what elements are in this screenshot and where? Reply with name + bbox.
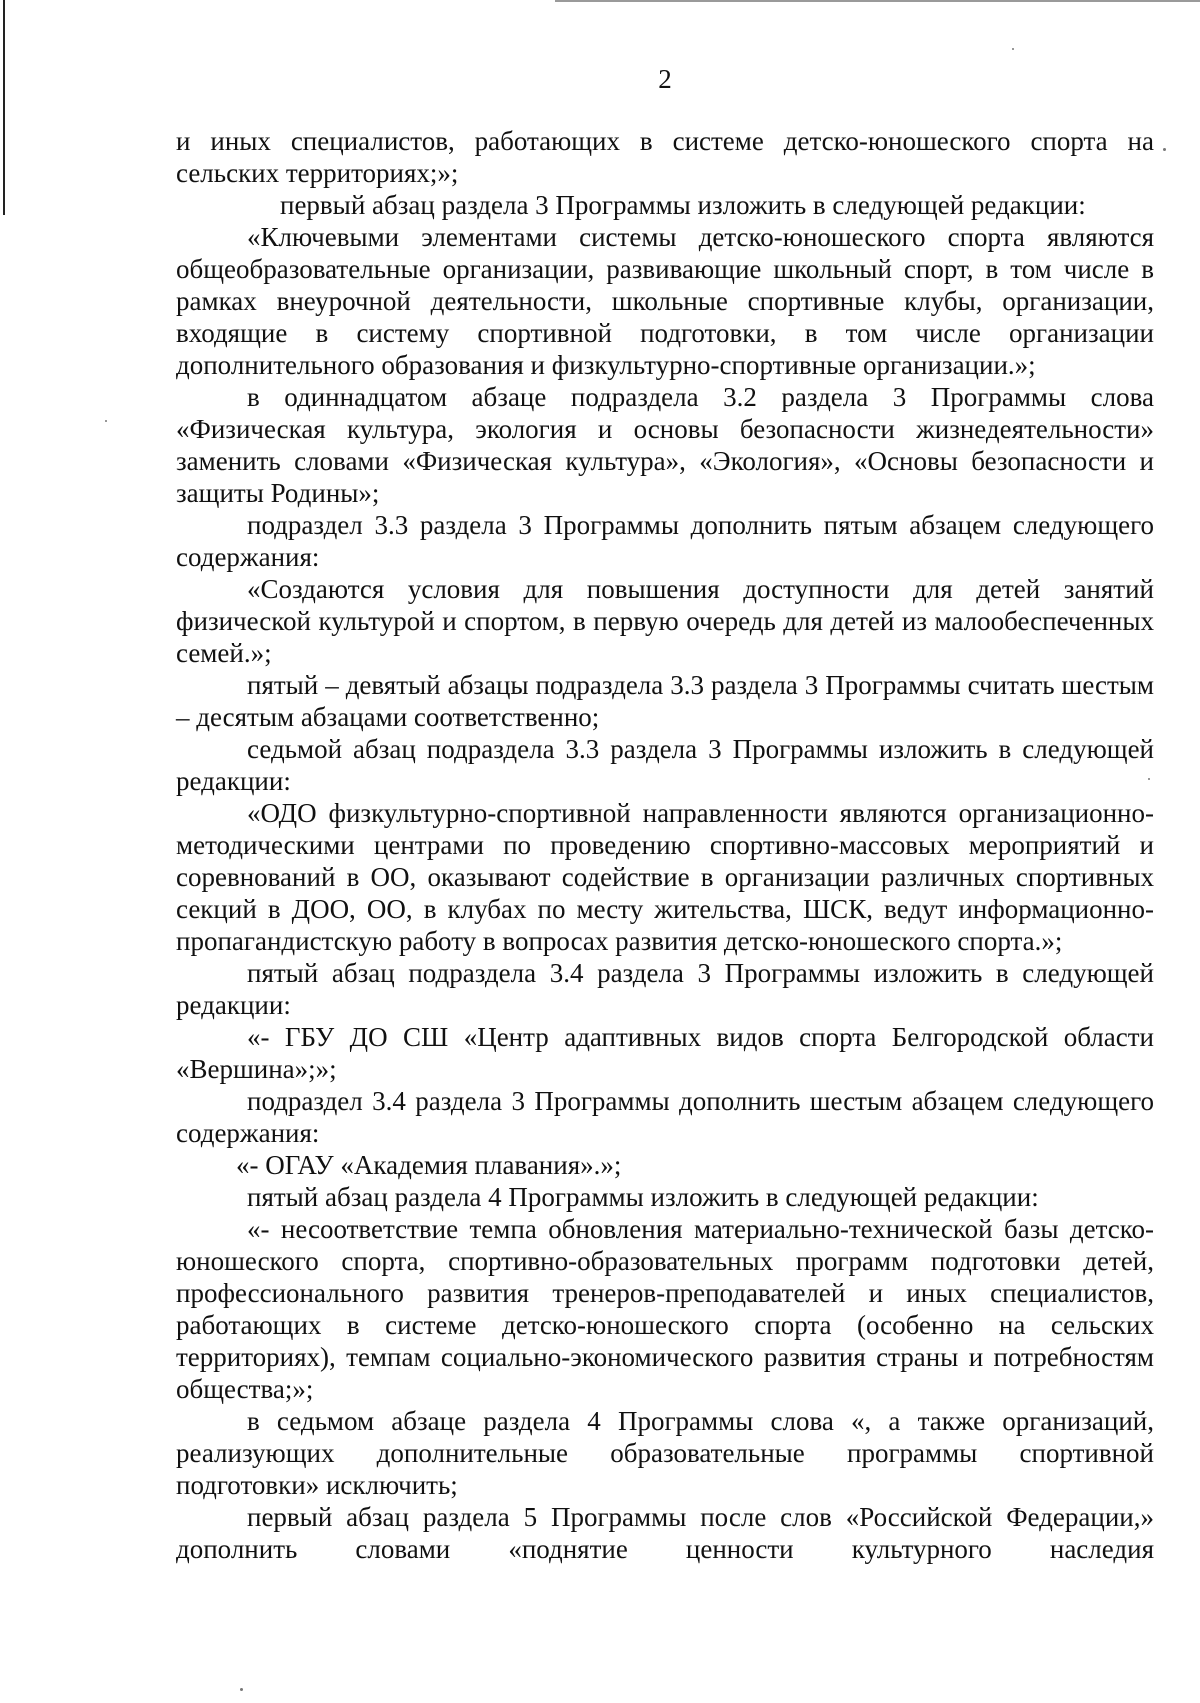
paragraph: «- ГБУ ДО СШ «Центр адаптивных видов спорта Белгородской области «Вершина»;»; [176, 1022, 1154, 1084]
paragraph: пятый абзац раздела 4 Программы изложить в следующей редакции: [247, 1182, 1039, 1212]
paragraph: подраздел 3.3 раздела 3 Программы дополнить пятым абзацем следующего содержания: [176, 510, 1154, 572]
paragraph: в одиннадцатом абзаце подраздела 3.2 раздела 3 Программы слова «Физическая культура, экология и основы безопасности жизнедеятельности» заменить словами «Физическая культура», «Экология», «Основы безопасности и защиты Родины»; [176, 382, 1154, 508]
paragraph: седьмой абзац подраздела 3.3 раздела 3 Программы изложить в следующей редакции: [176, 734, 1154, 796]
scan-top-edge-line [555, 0, 1200, 2]
scan-speck [240, 1688, 243, 1691]
scan-speck [1012, 48, 1014, 50]
paragraph: первый абзац раздела 3 Программы изложить в следующей редакции: [280, 190, 1086, 220]
paragraph: пятый – девятый абзацы подраздела 3.3 раздела 3 Программы считать шестым – десятым абзацами соответственно; [176, 670, 1154, 732]
scan-speck [1163, 148, 1166, 151]
document-body [176, 125, 1154, 1565]
paragraph: подраздел 3.4 раздела 3 Программы дополнить шестым абзацем следующего содержания: [176, 1086, 1154, 1148]
scan-speck [105, 420, 107, 422]
paragraph: пятый абзац подраздела 3.4 раздела 3 Программы изложить в следующей редакции: [176, 958, 1154, 1020]
paragraph: первый абзац раздела 5 Программы после слов «Российской Федерации,» дополнить словами «поднятие ценности культурного наследия [176, 1502, 1154, 1564]
paragraph: «ОДО физкультурно-спортивной направленности являются организационно-методическими центрами по проведению спортивно-массовых мероприятий и соревнований в ОО, оказывают содействие в организации различных спортивных секций в ДОО, ОО, в клубах по месту жительства, ШСК, ведут информационно-пропагандистскую работу в вопросах развития детско-юношеского спорта.»; [176, 798, 1154, 956]
scan-left-edge-line [3, 0, 5, 215]
page-number: 2 [658, 64, 672, 94]
paragraph: «- ОГАУ «Академия плавания».»; [236, 1150, 622, 1180]
paragraph: «Ключевыми элементами системы детско-юношеского спорта являются общеобразовательные организации, развивающие школьный спорт, в том числе в рамках внеурочной деятельности, школьные спортивные клубы, организации, входящие в систему спортивной подготовки, в том числе организации дополнительного образования и физкультурно-спортивные организации.»; [176, 222, 1154, 380]
paragraph: «- несоответствие темпа обновления материально-технической базы детско-юношеского спорта, спортивно-образовательных программ подготовки детей, профессионального развития тренеров-преподавателей и иных специалистов, работающих в системе детско-юношеского спорта (особенно на сельских территориях), темпам социально-экономического развития страны и потребностям общества;»; [176, 1214, 1154, 1404]
paragraph: и иных специалистов, работающих в системе детско-юношеского спорта на сельских территориях;»; [176, 126, 1154, 188]
paragraph: в седьмом абзаце раздела 4 Программы слова «, а также организаций, реализующих дополнительные образовательные программы спортивной подготовки» исключить; [176, 1406, 1154, 1500]
paragraph: «Создаются условия для повышения доступности для детей занятий физической культурой и спортом, в первую очередь для детей из малообеспеченных семей.»; [176, 574, 1154, 668]
